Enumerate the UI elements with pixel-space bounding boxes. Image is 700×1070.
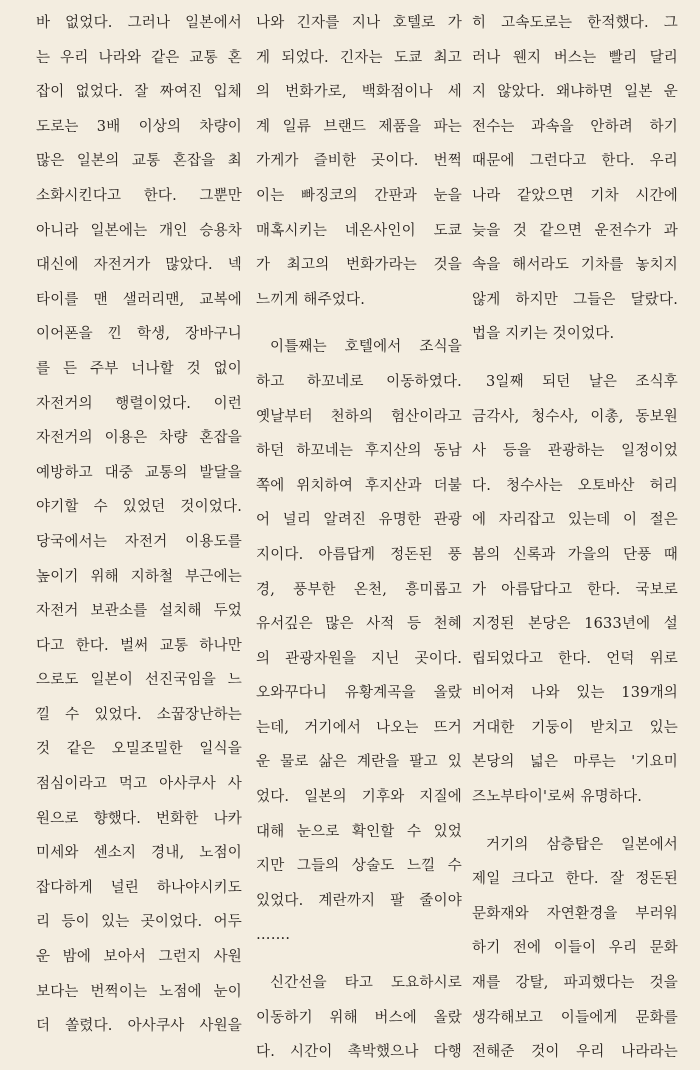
text-line: 를 든 주부 너나할 것 없이: [36, 360, 242, 377]
text-line: 으로도 일본이 선진국임을 느: [36, 672, 242, 689]
text-line: 원으로 향했다. 번화한 나카: [36, 810, 242, 827]
text-line: 지정된 본당은 1633년에 설: [472, 616, 678, 633]
text-line: 늦을 것 같으면 운전수가 과: [472, 222, 678, 239]
text-line: …….: [256, 927, 291, 944]
text-line: 러나 웬지 버스는 빨리 달리: [472, 49, 678, 66]
text-line: 지 않았다. 왜냐하면 일본 운: [472, 84, 678, 101]
text-line: 립되었다고 한다. 언덕 위로: [472, 650, 678, 667]
text-line: 의 관광자원을 지닌 곳이다.: [256, 650, 462, 667]
text-line: 나와 긴자를 지나 호텔로 가: [256, 15, 462, 31]
text-line: 나라 같았으면 기차 시간에: [472, 187, 678, 204]
text-line: 다고 한다. 벌써 교통 하나만: [36, 637, 242, 654]
text-line: 어 널리 알려진 유명한 관광: [256, 512, 462, 529]
text-line: 생각해보고 이들에게 문화를: [472, 1009, 678, 1026]
text-line: 야기할 수 있었던 것이었다.: [36, 499, 242, 516]
text-line: 3일째 되던 날은 조식후: [486, 373, 678, 390]
text-line: 자전거의 이용은 차량 혼잡을: [36, 430, 242, 447]
text-line: 게 되었다. 긴자는 도쿄 최고: [256, 49, 462, 66]
text-line: 전해준 것이 우리 나라라는: [472, 1044, 678, 1061]
text-line: 이는 빠징코의 간판과 눈을: [256, 187, 462, 204]
text-line: 즈노부타이'로써 유명하다.: [472, 789, 643, 806]
text-line: 속을 해서라도 기차를 놓치지: [472, 257, 678, 274]
paragraph-gap: [256, 317, 462, 330]
text-line: 가게가 즐비한 곳이다. 번쩍: [256, 153, 462, 170]
text-line: 본당의 넓은 마루는 '기요미: [472, 754, 678, 771]
text-line: 도로는 3배 이상의 차량이: [36, 118, 242, 135]
text-line: 자전거 보관소를 설치해 두었: [36, 603, 242, 620]
text-line: 느끼게 해주었다.: [256, 291, 366, 308]
text-line: 신간선을 타고 도요하시로: [270, 975, 462, 992]
text-line: 미세와 센소지 경내, 노점이: [36, 845, 242, 862]
paragraph-gap: [472, 352, 678, 365]
text-line: 거기의 삼층탑은 일본에서: [486, 836, 678, 853]
text-line: 것 같은 오밀조밀한 일식을: [36, 741, 242, 758]
text-line: 대해 눈으로 확인할 수 있었: [256, 823, 462, 840]
text-line: 유서깊은 많은 사적 등 천혜: [256, 616, 462, 633]
text-line: 가 아름답다고 한다. 국보로: [472, 581, 678, 598]
text-line: 재를 강탈, 파괴했다는 것을: [472, 975, 678, 992]
text-line: 에 자리잡고 있는데 이 절은: [472, 512, 678, 529]
text-line: 많은 일본의 교통 혼잡을 최: [36, 153, 242, 170]
text-line: 자전거의 행렬이었다. 이런: [36, 395, 242, 412]
text-line: 점심이라고 먹고 아사쿠사 사: [36, 776, 242, 793]
text-line: 계 일류 브랜드 제품을 파는: [256, 118, 462, 135]
text-line: 예방하고 대중 교통의 발달을: [36, 464, 242, 481]
text-line: 비어져 나와 있는 139개의: [472, 685, 678, 702]
text-line: 하기 전에 이들이 우리 문화: [472, 940, 678, 957]
text-line: 는 우리 나라와 같은 교통 혼: [36, 49, 242, 66]
text-line: 가 최고의 번화가라는 것을: [256, 257, 462, 274]
text-line: 운 밤에 보아서 그런지 사원: [36, 949, 242, 966]
text-line: 거대한 기둥이 받치고 있는: [472, 719, 678, 736]
text-line: 아니라 일본에는 개인 승용차: [36, 222, 242, 239]
text-line: 잡이 없었다. 잘 짜여진 입체: [36, 84, 242, 101]
text-line: 지만 그들의 상술도 느낄 수: [256, 858, 462, 875]
text-line: 경, 풍부한 온천, 흥미롭고: [256, 581, 462, 598]
text-line: 않게 하지만 그들은 달랐다.: [472, 291, 678, 308]
text-line: 하고 하꼬네로 이동하였다.: [256, 373, 462, 390]
text-line: 소화시킨다고 한다. 그뿐만: [36, 187, 242, 204]
text-line: 바 없었다. 그러나 일본에서: [36, 15, 242, 31]
text-line: 었다. 일본의 기후와 지질에: [256, 789, 462, 806]
text-line: 잡다하게 널린 하나야시키도: [36, 879, 242, 896]
text-line: 히 고속도로는 한적했다. 그: [472, 15, 678, 31]
paragraph-gap: [472, 815, 678, 828]
text-line: 봄의 신록과 가을의 단풍 때: [472, 546, 678, 563]
text-line: 다. 청수사는 오토바산 허리: [472, 477, 678, 494]
text-line: 매혹시키는 네온사인이 도쿄: [256, 222, 462, 239]
text-line: 더 쏠렸다. 아사쿠사 사원을: [36, 1018, 242, 1035]
text-line: 문화재와 자연환경을 부러워: [472, 905, 678, 922]
text-line: 타이를 맨 샐러리맨, 교복에: [36, 291, 242, 308]
text-line: 이동하기 위해 버스에 올랐: [256, 1009, 462, 1026]
text-line: 있었다. 계란까지 팔 줄이야: [256, 892, 462, 909]
text-line: 다. 시간이 촉박했으나 다행: [256, 1044, 462, 1061]
text-line: 이어폰을 낀 학생, 장바구니: [36, 326, 242, 343]
text-column-1: [36, 6, 242, 1044]
text-line: 낄 수 있었다. 소꿉장난하는: [36, 706, 242, 723]
paragraph-gap: [256, 953, 462, 966]
text-line: 높이기 위해 지하철 부근에는: [36, 568, 242, 585]
text-column-3: [472, 6, 678, 1070]
text-line: 때문에 그런다고 한다. 우리: [472, 153, 678, 170]
text-line: 옛날부터 천하의 험산이라고: [256, 408, 462, 425]
text-line: 의 번화가로, 백화점이나 세: [256, 84, 462, 101]
text-line: 오와꾸다니 유황계곡을 올랐: [256, 685, 462, 702]
text-line: 금각사, 청수사, 이총, 동보원: [472, 408, 678, 425]
text-line: 사 등을 관광하는 일정이었: [472, 443, 678, 460]
text-line: 당국에서는 자전거 이용도를: [36, 533, 242, 550]
text-line: 제일 크다고 한다. 잘 정돈된: [472, 871, 678, 888]
text-line: 이틀째는 호텔에서 조식을: [270, 339, 462, 356]
text-line: 운 물로 삶은 계란을 팔고 있: [256, 754, 462, 771]
text-line: 하던 하꼬네는 후지산의 동남: [256, 443, 462, 460]
text-line: 전수는 과속을 안하려 하기: [472, 118, 678, 135]
text-line: 쪽에 위치하여 후지산과 더불: [256, 477, 462, 494]
text-line: 보다는 번쩍이는 노점에 눈이: [36, 983, 242, 1000]
text-column-2: [256, 6, 462, 1070]
text-line: 지이다. 아름답게 정돈된 풍: [256, 546, 462, 563]
text-line: 대신에 자전거가 많았다. 넥: [36, 257, 242, 274]
text-line: 리 등이 있는 곳이었다. 어두: [36, 914, 242, 931]
text-line: 법을 지키는 것이었다.: [472, 326, 615, 343]
text-line: 는데, 거기에서 나오는 뜨거: [256, 719, 462, 736]
